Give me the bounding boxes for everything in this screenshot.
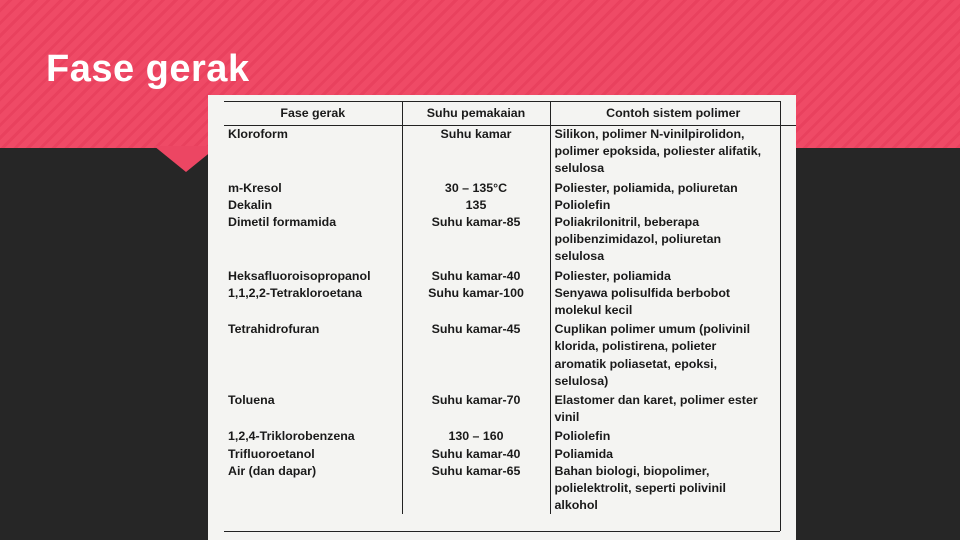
cell-suhu (402, 178, 550, 197)
header-contoh-sistem-polimer: Contoh sistem polimer (550, 101, 796, 126)
cell-line (228, 480, 398, 497)
cell-fase (224, 197, 402, 214)
cell-contoh (550, 266, 796, 285)
cell-contoh (550, 214, 796, 266)
table-bottom-border (224, 531, 780, 532)
cell-suhu (402, 285, 550, 319)
cell-contoh (550, 446, 796, 463)
cell-line: 30 – 135°C (444, 180, 508, 195)
cell-line: Toluena (228, 393, 275, 408)
cell-contoh (550, 463, 796, 515)
cell-line: 1,2,4-Triklorobenzena (228, 429, 355, 444)
cell-line (407, 143, 546, 160)
table-row (224, 126, 796, 178)
cell-suhu (402, 214, 550, 266)
cell-suhu (402, 266, 550, 285)
cell-fase (224, 426, 402, 445)
cell-fase (224, 178, 402, 197)
cell-line: Dimetil formamida (228, 215, 337, 230)
cell-line: Poliester, poliamida (554, 268, 671, 283)
cell-fase (224, 126, 402, 178)
cell-line: selulosa (554, 249, 605, 264)
cell-line (407, 373, 546, 390)
cell-fase (224, 285, 402, 319)
cell-line: Poliolefin (554, 429, 611, 444)
table-row (224, 214, 796, 266)
cell-suhu (402, 426, 550, 445)
cell-suhu (402, 319, 550, 390)
cell-line (407, 302, 546, 319)
cell-line: Suhu kamar-45 (431, 322, 521, 337)
cell-line (228, 356, 398, 373)
cell-suhu (402, 446, 550, 463)
cell-suhu (402, 197, 550, 214)
table-header-row (224, 101, 796, 126)
cell-line: Elastomer dan karet, polimer ester (554, 393, 758, 408)
cell-suhu (402, 126, 550, 178)
table-row (224, 390, 796, 426)
cell-fase (224, 390, 402, 426)
cell-line: polielektrolit, seperti polivinil (554, 481, 726, 496)
cell-line (228, 338, 398, 355)
cell-fase (224, 463, 402, 515)
cell-line: Suhu kamar-85 (431, 215, 521, 230)
cell-contoh (550, 319, 796, 390)
scanned-table-image (208, 95, 796, 540)
cell-line: molekul kecil (554, 303, 633, 318)
cell-line: Poliamida (554, 446, 614, 461)
table-row (224, 266, 796, 285)
table-row (224, 446, 796, 463)
cell-line: alkohol (554, 498, 598, 513)
cell-line: Bahan biologi, biopolimer, (554, 463, 710, 478)
cell-line (228, 373, 398, 390)
cell-line: Dekalin (228, 197, 273, 212)
cell-line: polibenzimidazol, poliuretan (554, 232, 722, 247)
cell-line: Heksafluoroisopropanol (228, 268, 371, 283)
cell-line: Tetrahidrofuran (228, 322, 320, 337)
cell-contoh (550, 426, 796, 445)
cell-line (407, 480, 546, 497)
cell-line (407, 231, 546, 248)
cell-line (228, 409, 398, 426)
cell-line: Suhu kamar-40 (431, 446, 521, 461)
table-body (224, 126, 796, 515)
cell-line: Air (dan dapar) (228, 463, 317, 478)
cell-contoh (550, 178, 796, 197)
cell-line: Silikon, polimer N-vinilpirolidon, (554, 127, 745, 141)
cell-line (228, 248, 398, 265)
cell-line: Poliolefin (554, 197, 611, 212)
cell-suhu (402, 390, 550, 426)
table-row (224, 178, 796, 197)
cell-contoh (550, 390, 796, 426)
table-top-border (224, 101, 780, 102)
cell-line: Kloroform (228, 127, 288, 141)
cell-line: m-Kresol (228, 180, 282, 195)
table-row (224, 319, 796, 390)
cell-line: Cuplikan polimer umum (polivinil (554, 322, 751, 337)
cell-contoh (550, 126, 796, 178)
cell-line (228, 160, 398, 177)
cell-contoh (550, 285, 796, 319)
cell-line: Suhu kamar-65 (431, 463, 521, 478)
cell-line: selulosa (554, 161, 605, 176)
table-row (224, 463, 796, 515)
slide-title: Fase gerak (46, 48, 250, 90)
cell-line (228, 497, 398, 514)
cell-line: Suhu kamar (440, 127, 512, 141)
cell-fase (224, 214, 402, 266)
header-suhu-pemakaian: Suhu pemakaian (402, 101, 550, 126)
cell-line: Trifluoroetanol (228, 446, 315, 461)
cell-line: 1,1,2,2-Tetrakloroetana (228, 285, 363, 300)
cell-line (228, 302, 398, 319)
cell-line: Suhu kamar-100 (428, 285, 524, 300)
cell-line: klorida, polistirena, polieter (554, 339, 717, 354)
cell-line: aromatik poliasetat, epoksi, (554, 356, 718, 371)
cell-line (407, 409, 546, 426)
cell-line: Poliakrilonitril, beberapa (554, 215, 700, 230)
cell-line: polimer epoksida, poliester alifatik, (554, 144, 762, 159)
table-row (224, 197, 796, 214)
cell-fase (224, 319, 402, 390)
cell-line: 135 (465, 197, 487, 212)
header-fase-gerak: Fase gerak (224, 101, 402, 126)
table-right-border (780, 101, 781, 531)
cell-line: Poliester, poliamida, poliuretan (554, 180, 738, 195)
cell-line (407, 248, 546, 265)
table-row (224, 285, 796, 319)
cell-line (228, 143, 398, 160)
cell-suhu (402, 463, 550, 515)
cell-line: Suhu kamar-70 (431, 393, 521, 408)
cell-contoh (550, 197, 796, 214)
table-row (224, 426, 796, 445)
cell-fase (224, 266, 402, 285)
cell-line (407, 160, 546, 177)
cell-line (228, 231, 398, 248)
cell-line (407, 356, 546, 373)
cell-line: Senyawa polisulfida berbobot (554, 285, 731, 300)
cell-line: Suhu kamar-40 (431, 268, 521, 283)
cell-line (407, 497, 546, 514)
cell-line: vinil (554, 410, 580, 425)
cell-line (407, 338, 546, 355)
cell-fase (224, 446, 402, 463)
cell-line: selulosa) (554, 373, 609, 388)
cell-line: 130 – 160 (448, 429, 504, 444)
mobile-phase-table (224, 101, 796, 514)
